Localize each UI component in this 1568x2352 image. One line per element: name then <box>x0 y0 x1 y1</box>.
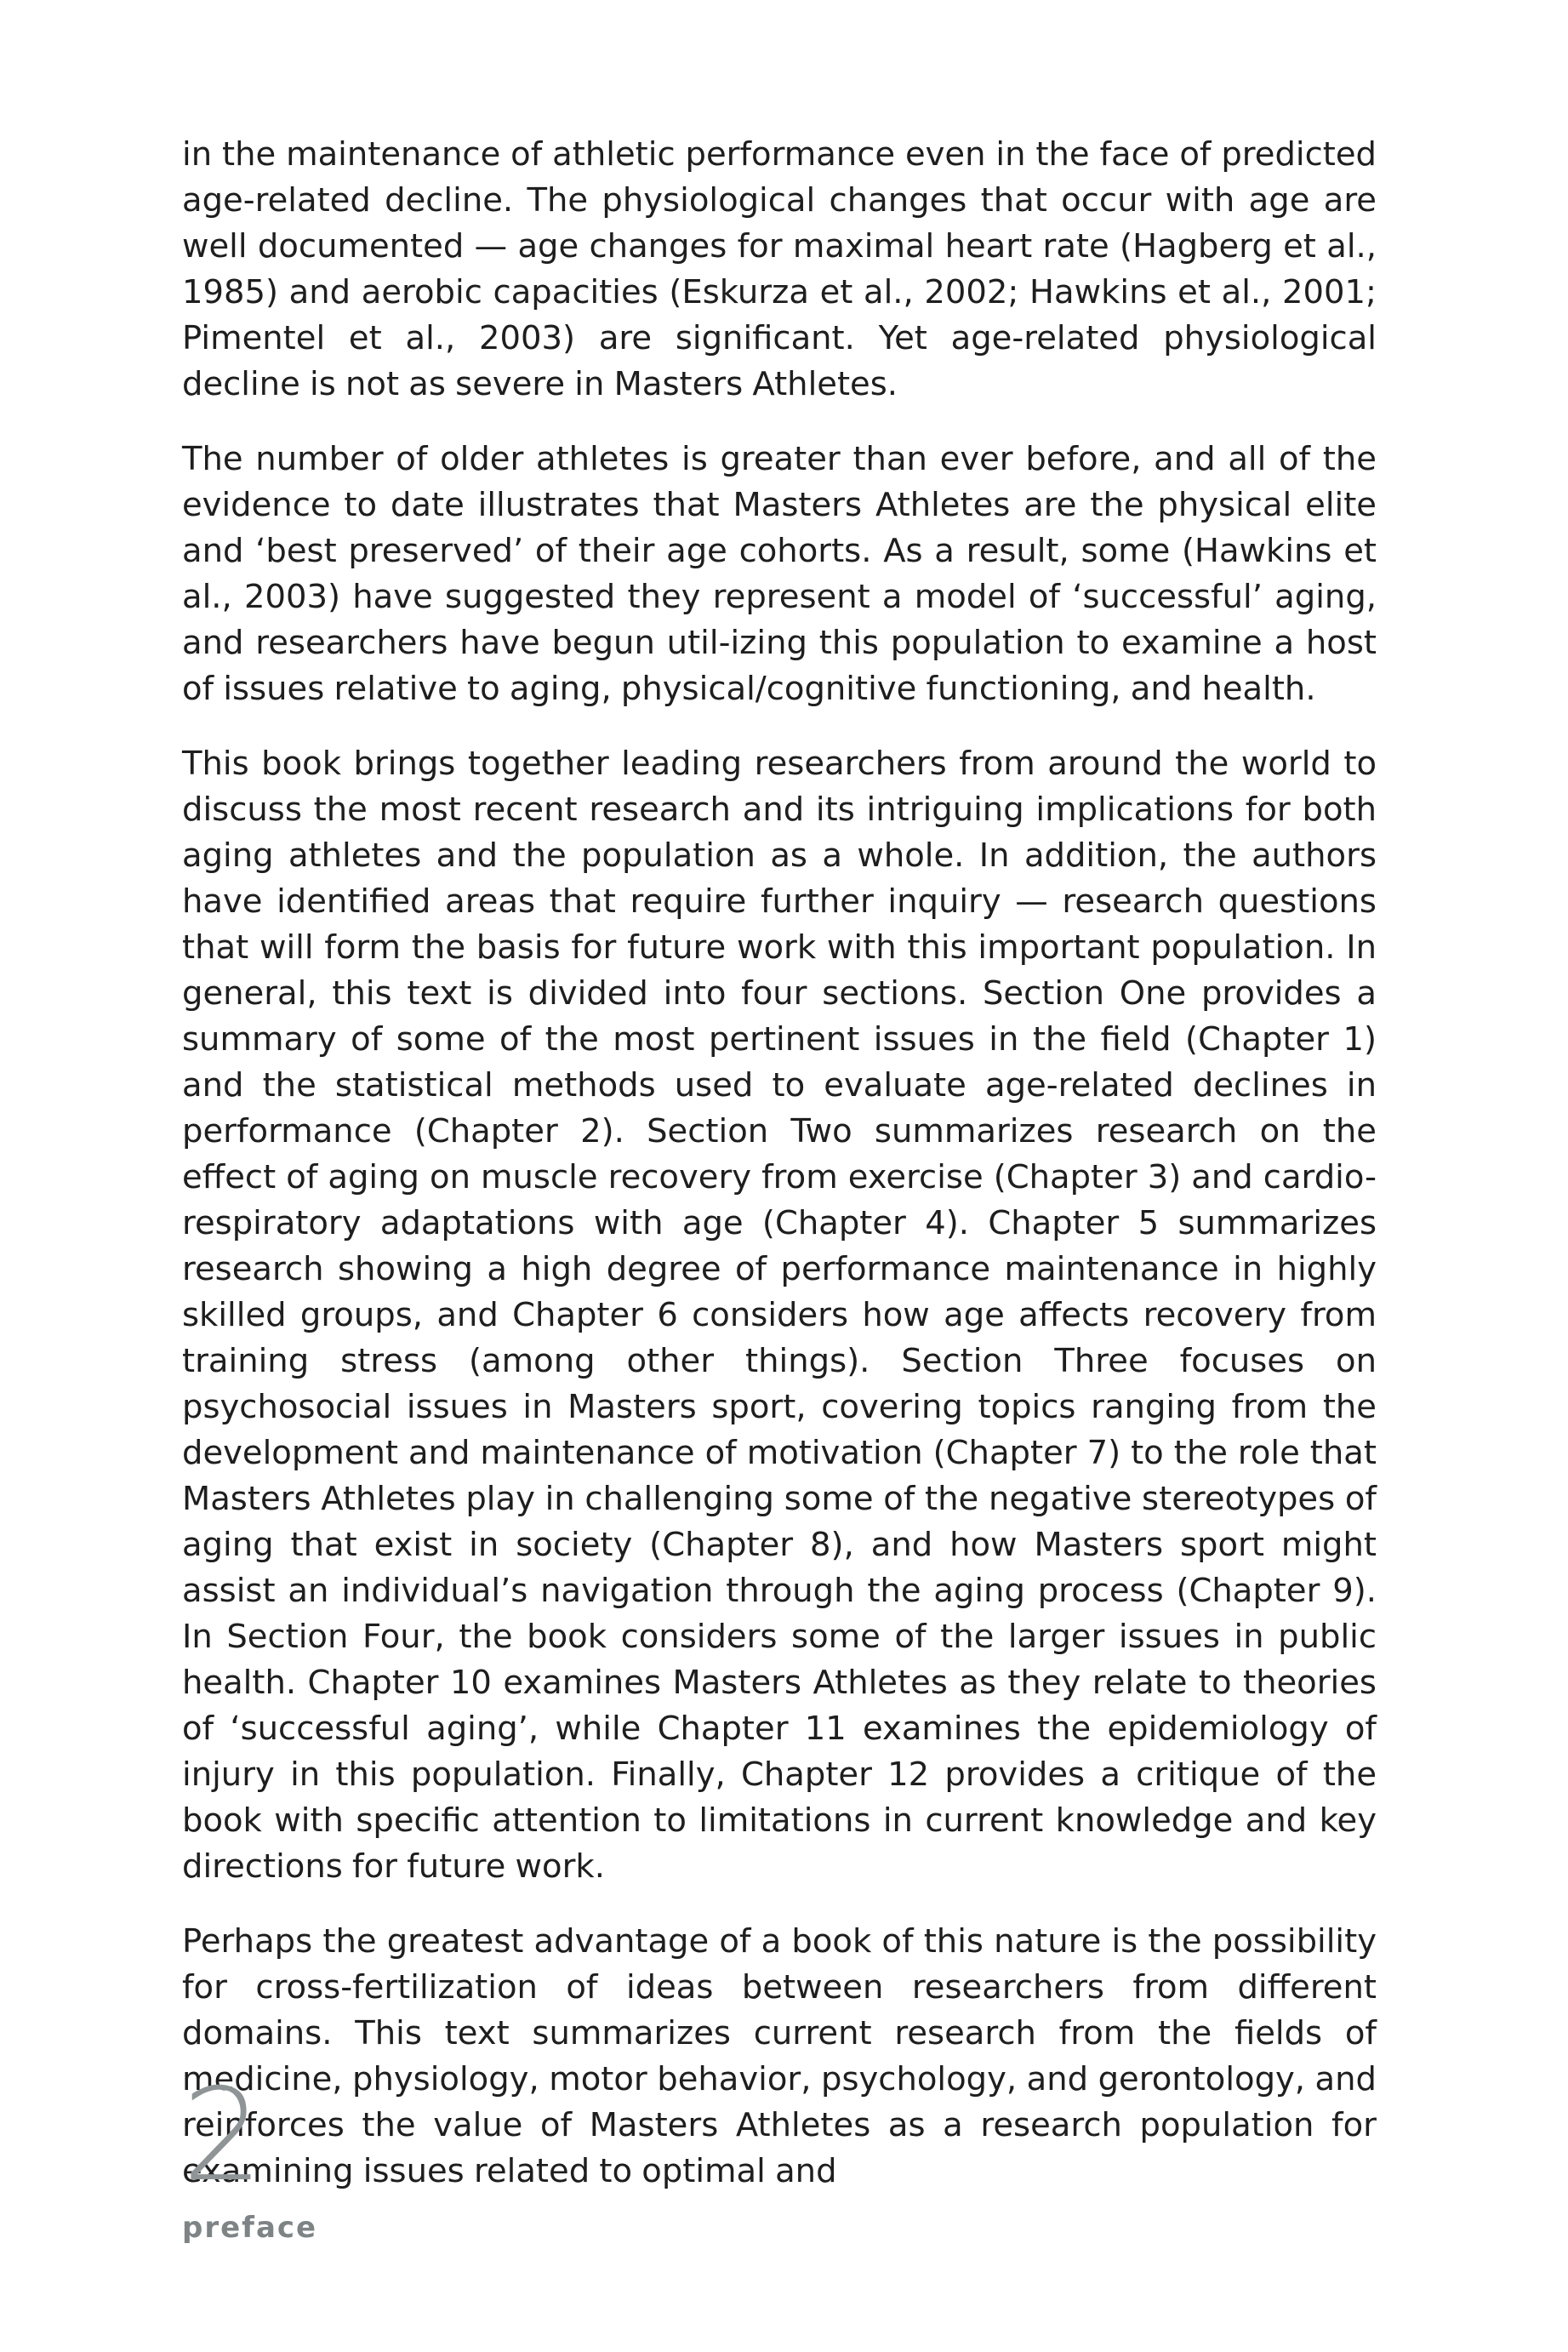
page-folio <box>182 2062 437 2245</box>
paragraph-3: This book brings together leading researchers from around the world to discuss the most recent research and its intriguing implications for both aging athletes and the population as a whole. In addition, the authors have identified areas that require further inquiry — research questions that will form the basis for future work with this important population. In general, this text is divided into four sections. Section One provides a summary of some of the most pertinent issues in the field (Chapter 1) and the statistical methods used to evaluate age-related declines in performance (Chapter 2). Section Two summarizes research on the effect of aging on muscle recovery from exercise (Chapter 3) and cardio-respiratory adaptations with age (Chapter 4). Chapter 5 summarizes research showing a high degree of performance maintenance in highly skilled groups, and Chapter 6 considers how age affects recovery from training stress (among other things). Section Three focuses on psychosocial issues in Masters sport, covering topics ranging from the development and maintenance of motivation (Chapter 7) to the role that Masters Athletes play in challenging some of the negative stereotypes of aging that exist in society (Chapter 8), and how Masters sport might assist an individual’s navigation through the aging process (Chapter 9). In Section Four, the book considers some of the larger issues in public health. Chapter 10 examines Masters Athletes as they relate to theories of ‘successful aging’, while Chapter 11 examines the epidemiology of injury in this population. Finally, Chapter 12 provides a critique of the book with specific attention to limitations in current knowledge and key directions for future work. <box>182 745 1377 1886</box>
page-number: 2 <box>182 2062 260 2210</box>
paragraph-1: in the maintenance of athletic performance even in the face of predicted age-related decline. The physiological changes that occur with age are well documented — age changes for maximal heart rate (Hagberg et al., 1985) and aerobic capacities (Eskurza et al., 2002; Hawkins et al., 2001; Pimentel et al., 2003) are significant. Yet age-related physiological decline is not as severe in Masters Athletes. <box>182 135 1377 403</box>
paragraph-4: Perhaps the greatest advantage of a book of this nature is the possibility for cross-fertilization of ideas between researchers from different domains. This text summarizes current research from the fields of medicine, physiology, motor behavior, psychology, and gerontology, and reinforces the value of Masters Athletes as a research population for examining issues related to optimal and <box>182 1922 1377 2190</box>
body-text <box>182 132 1377 2210</box>
paragraph-2: The number of older athletes is greater than ever before, and all of the evidence to date illustrates that Masters Athletes are the physical elite and ‘best preserved’ of their age cohorts. As a result, some (Hawkins et al., 2003) have suggested they represent a model of ‘successful’ aging, and researchers have begun util-izing this population to examine a host of issues relative to aging, physical/cognitive functioning, and health. <box>182 440 1377 708</box>
section-label: preface <box>182 2211 318 2245</box>
